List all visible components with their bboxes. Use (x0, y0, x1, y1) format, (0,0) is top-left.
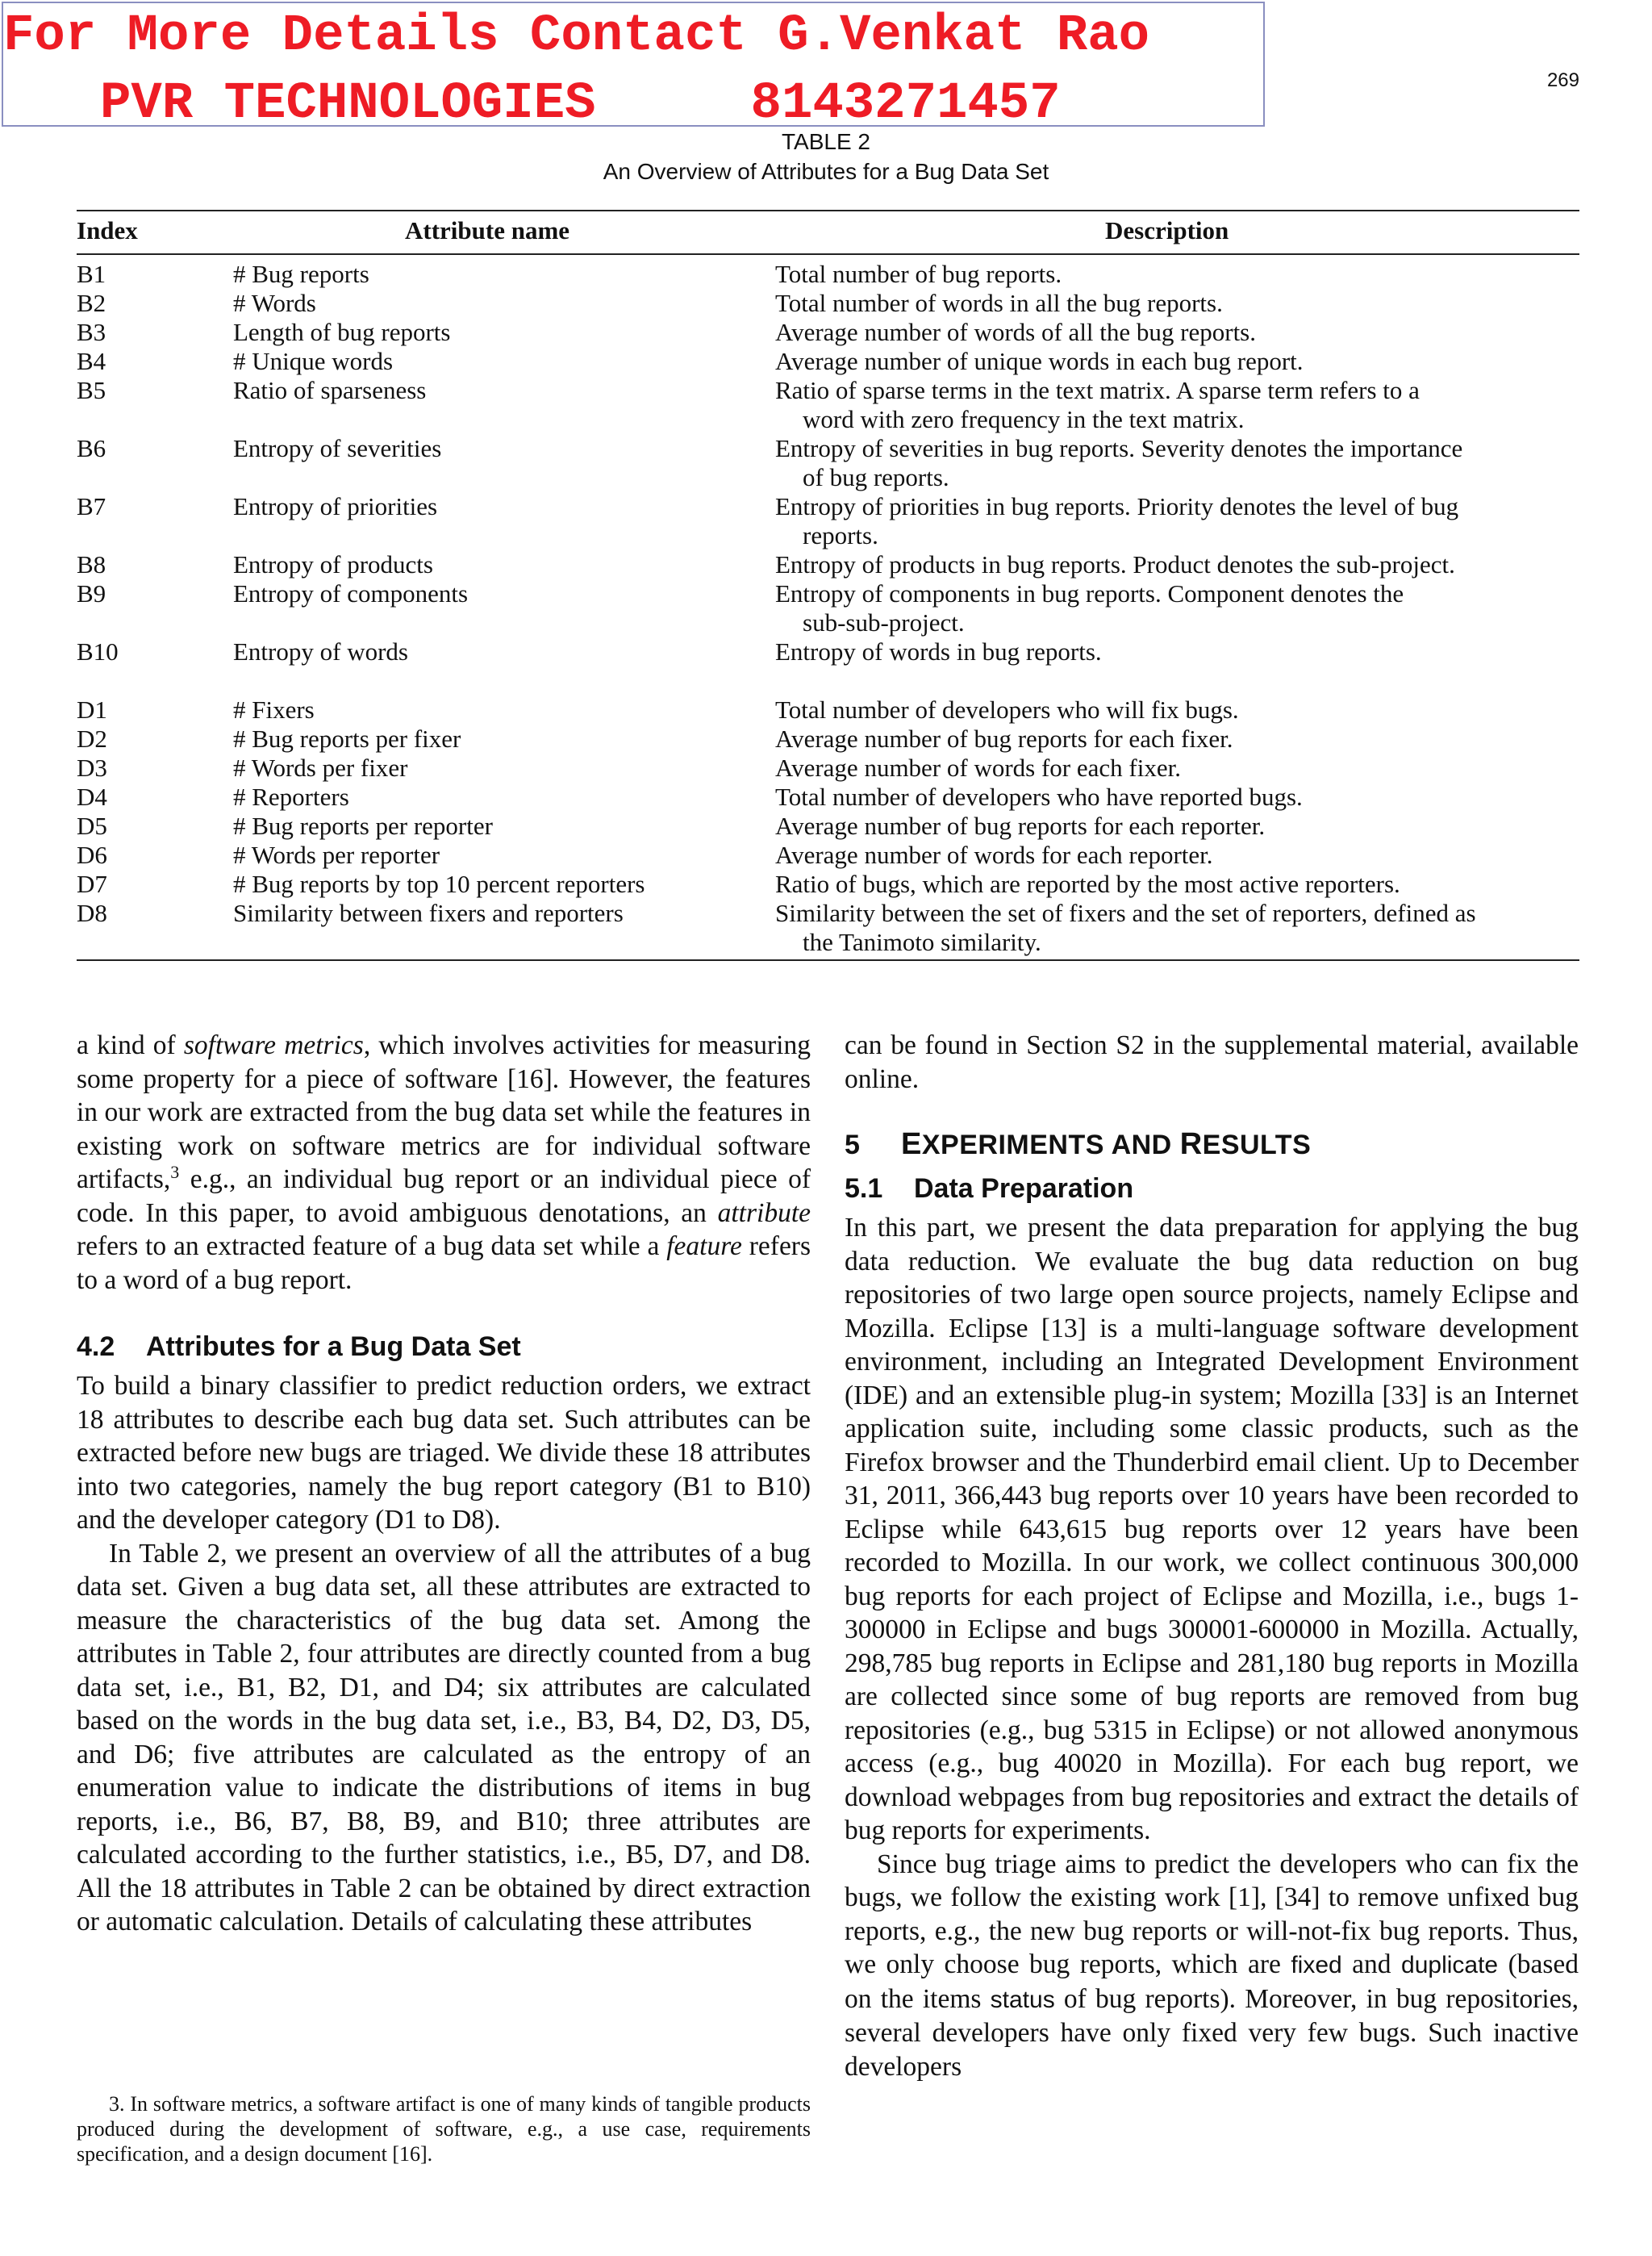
description-line: Total number of developers who have reported bugs. (775, 783, 1303, 811)
keyword-duplicate: duplicate (1401, 1952, 1499, 1978)
section-number: 5.1 (845, 1173, 883, 1204)
footnote-marker: 3 (170, 1161, 180, 1182)
cell-index: D3 (77, 754, 107, 782)
description-continuation: reports. (803, 521, 878, 549)
emphasis-feature: feature (666, 1231, 742, 1261)
description-line: Average number of words for each fixer. (775, 754, 1181, 782)
cell-description (775, 347, 1582, 376)
cell-index: B1 (77, 260, 106, 288)
description-line: Entropy of components in bug reports. Component denotes the (775, 579, 1404, 608)
table-header-index: Index (77, 216, 138, 244)
table-label: TABLE 2 (782, 129, 870, 154)
section-number: 5 (845, 1130, 861, 1160)
cell-attribute-name: # Words per reporter (233, 841, 440, 869)
cell-attribute-name: Entropy of severities (233, 434, 442, 462)
cell-attribute-name: # Bug reports (233, 260, 369, 288)
cell-index: D2 (77, 725, 107, 753)
cell-index: B5 (77, 376, 106, 404)
left-paragraph-1 (77, 1029, 811, 1297)
cell-description (775, 318, 1582, 347)
banner-line-1: For More Details Contact G.Venkat Rao (3, 7, 1150, 65)
title-run: R (1179, 1127, 1203, 1161)
description-continuation: of bug reports. (803, 463, 949, 491)
cell-attribute-name: Entropy of words (233, 637, 408, 666)
cell-description (775, 550, 1582, 579)
cell-index: D1 (77, 696, 107, 724)
cell-index: B8 (77, 550, 106, 579)
text-run: , which involves activities for measuring some property for a piece of software [16]. However, the features in our work are extracted from the bug data set while the features in existing work on software metrics are for individual software artifacts, (77, 1030, 811, 1194)
section-heading-4-2 (77, 1329, 811, 1364)
description-line: Average number of words of all the bug reports. (775, 318, 1256, 346)
section-number: 4.2 (77, 1331, 115, 1362)
keyword-status: status (990, 1986, 1055, 2013)
footnote-text: 3. In software metrics, a software artifact is one of many kinds of tangible products produced during the development of software, e.g., a use case, requirements specification, and a design document [16]. (77, 2092, 811, 2166)
cell-description (775, 289, 1582, 318)
cell-attribute-name: Similarity between fixers and reporters (233, 899, 624, 927)
cell-attribute-name: # Bug reports per fixer (233, 725, 461, 753)
cell-index: B7 (77, 492, 106, 520)
footnote (77, 2091, 811, 2166)
cell-description (775, 696, 1582, 725)
cell-attribute-name: Entropy of components (233, 579, 469, 608)
keyword-fixed: fixed (1291, 1952, 1342, 1978)
left-paragraph-3: In Table 2, we present an overview of all the attributes of a bug data set. Given a bug data set, all these attributes are extracted to measure the characteristics of the bug data set. Among the attributes in Table 2, four attributes are directly counted from a bug data set, i.e., B1, B2, D1, and D4; six attributes are calculated based on the words in the bug data set, i.e., B3, B4, D2, D3, D5, and D6; five attributes are calculated as the entropy of an enumeration value to indicate the distributions of items in bug reports, i.e., B6, B7, B8, B9, and B10; three attributes are calculated according to the further statistics, i.e., B5, D7, and D8. All the 18 attributes in Table 2 can be obtained by direct extraction or automatic calculation. Details of calculating these attributes (77, 1538, 811, 1936)
title-run: E (901, 1127, 922, 1161)
cell-attribute-name: Length of bug reports (233, 318, 451, 346)
description-line: Entropy of priorities in bug reports. Priority denotes the level of bug (775, 492, 1459, 520)
right-column (845, 1029, 1579, 2083)
cell-description (775, 754, 1582, 783)
cell-index: B2 (77, 289, 106, 317)
page-number: 269 (1546, 69, 1579, 91)
cell-description (775, 492, 1582, 550)
cell-attribute-name: # Words per fixer (233, 754, 408, 782)
cell-description (775, 637, 1582, 666)
description-line: Average number of bug reports for each fixer. (775, 725, 1233, 753)
description-line: Entropy of severities in bug reports. Severity denotes the importance (775, 434, 1463, 462)
cell-index: D6 (77, 841, 107, 869)
contact-banner (2, 2, 1265, 133)
description-line: Average number of words for each reporter. (775, 841, 1213, 869)
cell-index: B4 (77, 347, 106, 375)
table-header-attribute-name: Attribute name (405, 216, 570, 244)
cell-index: D7 (77, 870, 107, 898)
description-line: Entropy of words in bug reports. (775, 637, 1102, 666)
cell-description (775, 434, 1582, 492)
cell-description (775, 899, 1582, 957)
cell-description (775, 725, 1582, 754)
description-continuation: word with zero frequency in the text matrix. (803, 405, 1245, 433)
cell-attribute-name: # Bug reports per reporter (233, 812, 493, 840)
text-run: and (1341, 1949, 1402, 1979)
cell-attribute-name: # Unique words (233, 347, 394, 375)
cell-attribute-name: Entropy of products (233, 550, 433, 579)
text-run: of bug reports). Moreover, in bug repositories, several developers have only fixed very few bugs. Such inactive developers (845, 1983, 1579, 2082)
cell-description (775, 841, 1582, 870)
description-line: Total number of developers who will fix bugs. (775, 696, 1239, 724)
table-bottom-rule (77, 959, 1579, 961)
table-top-rule (77, 210, 1579, 211)
cell-index: B10 (77, 637, 119, 666)
section-heading-5-1 (845, 1171, 1579, 1206)
description-line: Average number of unique words in each bug report. (775, 347, 1304, 375)
text-run: e.g., an individual bug report or an individual piece of code. In this paper, to avoid ambiguous denotations, an (77, 1164, 811, 1228)
cell-description (775, 870, 1582, 899)
cell-index: D4 (77, 783, 107, 811)
section-title: Attributes for a Bug Data Set (146, 1331, 521, 1362)
section-title: Data Preparation (914, 1173, 1134, 1204)
title-run: XPERIMENTS AND (921, 1130, 1180, 1160)
text-run: a kind of (77, 1030, 184, 1060)
cell-description (775, 812, 1582, 841)
text-run: (based on the items (845, 1949, 1579, 2014)
right-paragraph-3 (845, 1848, 1579, 2084)
cell-attribute-name: Entropy of priorities (233, 492, 438, 520)
description-line: Total number of words in all the bug reports. (775, 289, 1223, 317)
description-line: Similarity between the set of fixers and the set of reporters, defined as (775, 899, 1476, 927)
cell-index: B9 (77, 579, 106, 608)
cell-description (775, 376, 1582, 434)
cell-index: D8 (77, 899, 107, 927)
table-caption: An Overview of Attributes for a Bug Data Set (603, 159, 1049, 184)
section-heading-5 (845, 1126, 1579, 1163)
cell-attribute-name: # Fixers (233, 696, 315, 724)
description-line: Ratio of sparse terms in the text matrix. A sparse term refers to a (775, 376, 1420, 404)
table-header-rule (77, 253, 1579, 255)
cell-attribute-name: Ratio of sparseness (233, 376, 427, 404)
description-continuation: the Tanimoto similarity. (803, 928, 1041, 956)
text-run: Since bug triage aims to predict the developers who can fix the bugs, we follow the existing work [1], [34] to remove unfixed bug reports, e.g., the new bug reports or will-not-fix bug reports. Thus, we only choose bug reports, which are (845, 1849, 1579, 1979)
description-line: Entropy of products in bug reports. Product denotes the sub-project. (775, 550, 1455, 579)
banner-line-2: PVR TECHNOLOGIES 8143271457 (100, 75, 1061, 133)
cell-attribute-name: # Bug reports by top 10 percent reporters (233, 870, 645, 898)
cell-description (775, 783, 1582, 812)
title-run: ESULTS (1202, 1130, 1312, 1160)
cell-index: D5 (77, 812, 107, 840)
left-column (77, 1029, 811, 1939)
description-line: Average number of bug reports for each reporter. (775, 812, 1266, 840)
left-paragraph-2: To build a binary classifier to predict reduction orders, we extract 18 attributes to describe each bug data set. Such attributes can be extracted before new bugs are triaged. We divide these 18 attributes into two categories, namely the bug report category (B1 to B10) and the developer category (D1 to D8). (77, 1371, 811, 1535)
cell-index: B3 (77, 318, 106, 346)
cell-attribute-name: # Reporters (233, 783, 349, 811)
text-run: refers to an extracted feature of a bug data set while a (77, 1231, 667, 1261)
description-line: Total number of bug reports. (775, 260, 1062, 288)
emphasis-attribute: attribute (717, 1197, 811, 1228)
cell-attribute-name: # Words (233, 289, 316, 317)
table-header-description: Description (1105, 216, 1229, 244)
cell-description (775, 579, 1582, 637)
cell-index: B6 (77, 434, 106, 462)
emphasis-software-metrics: software metrics (183, 1030, 364, 1060)
description-line: Ratio of bugs, which are reported by the most active reporters. (775, 870, 1400, 898)
cell-description (775, 260, 1582, 289)
right-paragraph-1: can be found in Section S2 in the supplemental material, available online. (845, 1030, 1579, 1094)
text-run: refers to a word of a bug report. (77, 1231, 811, 1295)
right-paragraph-2: In this part, we present the data preparation for applying the bug data reduction. We evaluate the bug data reduction on bug repositories of two large open source projects, namely Eclipse and Mozilla. Eclipse [13] is a multi-language software development environment, including an Integrated Development Environment (IDE) and an extensible plug-in system; Mozilla [33] is an Internet application suite, including some classic products, such as the Firefox browser and the Thunderbird email client. Up to December 31, 2011, 366,443 bug reports over 10 years have been recorded to Eclipse while 643,615 bug reports over 12 years have been recorded to Mozilla. In our work, we collect continuous 300,000 bug reports for each project of Eclipse and Mozilla, i.e., bugs 1-300000 in Eclipse and bugs 300001-600000 in Mozilla. Actually, 298,785 bug reports in Eclipse and 281,180 bug reports in Mozilla are collected since some of bug reports are removed from bug repositories (e.g., bug 5315 in Eclipse) or not allowed anonymous access (e.g., bug 40020 in Mozilla). For each bug report, we download webpages from bug repositories and extract the details of bug reports for experiments. (845, 1213, 1579, 1845)
description-continuation: sub-sub-project. (803, 608, 965, 637)
